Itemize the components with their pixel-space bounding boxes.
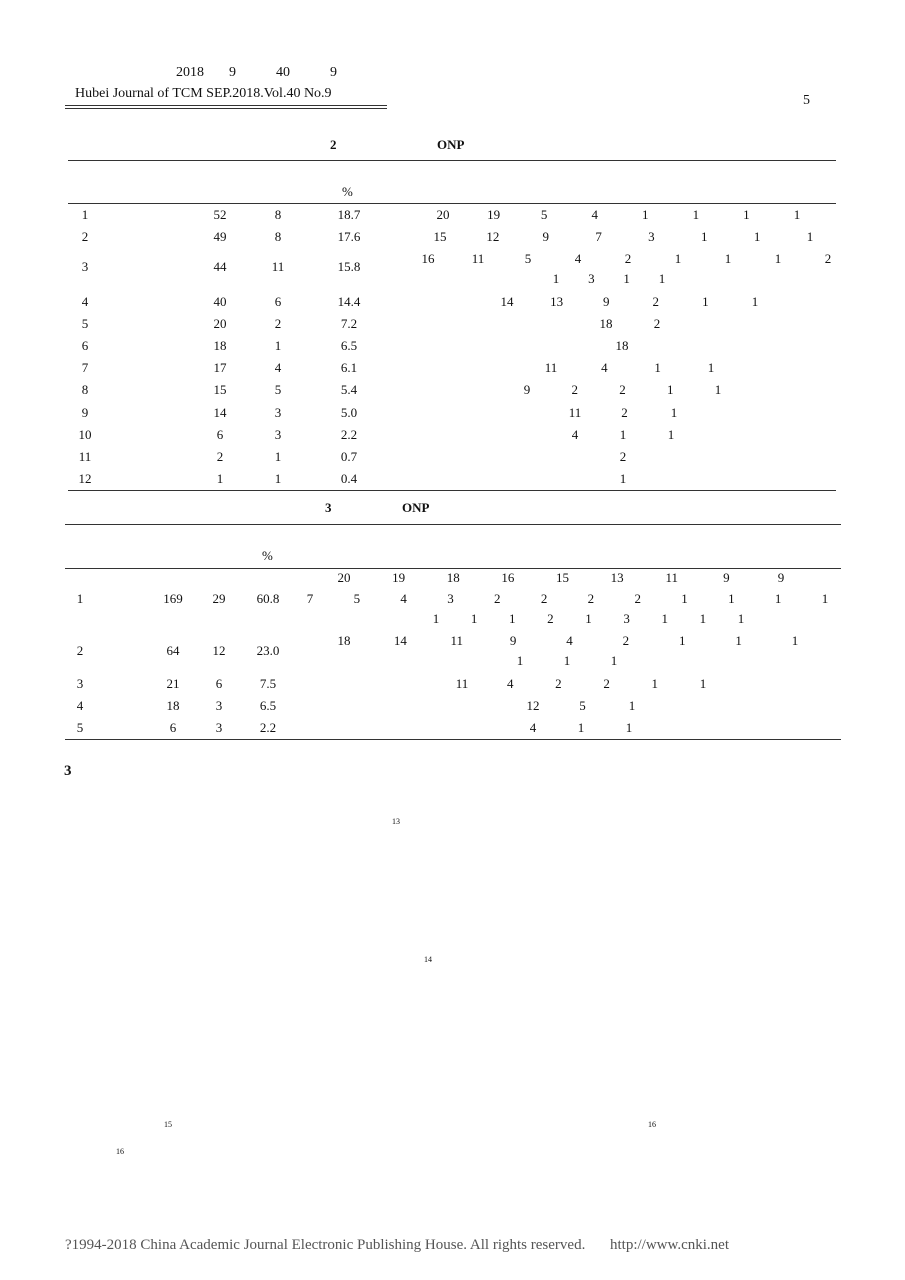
cell-value: 9 xyxy=(523,382,531,397)
cell-value: 18 xyxy=(337,633,351,648)
row-index: 12 xyxy=(78,471,92,486)
cell-value: 2 xyxy=(634,591,641,606)
cell-count: 2 xyxy=(216,449,224,464)
cell-value: 2 xyxy=(621,405,628,420)
cell-value: 11 xyxy=(544,360,558,375)
cell-value: 20 xyxy=(337,570,351,585)
header-rule-2 xyxy=(65,108,387,109)
cell-value: 1 xyxy=(806,229,814,244)
cell-value: 1 xyxy=(751,294,759,309)
cell-count: 6 xyxy=(216,427,224,442)
cell-value: 7 xyxy=(306,591,314,606)
cell-value: 2 xyxy=(653,316,661,331)
cell-count-b: 6 xyxy=(215,676,223,691)
cell-value: 9 xyxy=(723,570,730,585)
page-number: 5 xyxy=(803,93,810,108)
cell-value: 2 xyxy=(652,294,660,309)
cell-value: 9 xyxy=(509,633,517,648)
cell-value: 2 xyxy=(571,382,578,397)
citation-14: 14 xyxy=(424,955,432,964)
cell-value: 1 xyxy=(642,207,649,222)
cell-count-b: 5 xyxy=(274,382,282,397)
row-index: 7 xyxy=(81,360,89,375)
cell-value: 1 xyxy=(702,294,709,309)
cell-percent: 0.4 xyxy=(340,471,358,486)
cell-value: 1 xyxy=(737,611,745,626)
row-index: 8 xyxy=(81,382,89,397)
cell-value: 5 xyxy=(579,698,586,713)
cell-percent: 7.2 xyxy=(340,316,358,331)
row-index: 5 xyxy=(81,316,89,331)
cell-value: 11 xyxy=(455,676,469,691)
cell-value: 4 xyxy=(529,720,537,735)
cell-value: 1 xyxy=(774,591,782,606)
cell-count-b: 8 xyxy=(274,207,282,222)
cell-value: 1 xyxy=(619,427,627,442)
cell-count: 18 xyxy=(166,698,180,713)
cell-value: 1 xyxy=(654,360,661,375)
cell-value: 15 xyxy=(433,229,447,244)
cell-percent: 7.5 xyxy=(259,676,277,691)
cell-percent: 0.7 xyxy=(340,449,358,464)
cell-value: 18 xyxy=(615,338,629,353)
cell-count: 1 xyxy=(216,471,224,486)
row-index: 3 xyxy=(76,676,84,691)
cell-value: 7 xyxy=(595,229,602,244)
cell-value: 4 xyxy=(400,591,407,606)
cell-count: 15 xyxy=(213,382,227,397)
cell-value: 1 xyxy=(670,405,678,420)
cell-value: 2 xyxy=(555,676,562,691)
cell-value: 12 xyxy=(526,698,540,713)
cell-count: 49 xyxy=(213,229,227,244)
cell-value: 3 xyxy=(588,271,595,286)
cell-count-b: 3 xyxy=(215,720,223,735)
cell-value: 2 xyxy=(494,591,501,606)
table-2-percent-header: % xyxy=(342,184,353,199)
cell-value: 1 xyxy=(699,611,707,626)
cell-count-b: 29 xyxy=(212,591,226,606)
cell-value: 5 xyxy=(524,251,532,266)
cell-count: 18 xyxy=(213,338,227,353)
cell-value: 19 xyxy=(392,570,406,585)
cell-value: 14 xyxy=(500,294,514,309)
cell-value: 1 xyxy=(707,360,715,375)
cell-percent: 14.4 xyxy=(337,294,361,309)
cell-value: 1 xyxy=(699,676,707,691)
cell-count-b: 1 xyxy=(274,338,282,353)
table-3-number: 3 xyxy=(325,500,332,515)
cell-value: 1 xyxy=(651,676,659,691)
cell-value: 9 xyxy=(542,229,549,244)
citation-16-b: 16 xyxy=(116,1147,124,1156)
row-index: 2 xyxy=(81,229,89,244)
cell-percent: 5.4 xyxy=(340,382,358,397)
cell-count: 14 xyxy=(213,405,227,420)
copyright-notice: ?1994-2018 China Academic Journal Electronic Publishing House. All rights reserved. xyxy=(65,1237,586,1253)
cell-value: 1 xyxy=(509,611,516,626)
cell-count-b: 2 xyxy=(274,316,282,331)
cell-count: 20 xyxy=(213,316,227,331)
cell-value: 1 xyxy=(821,591,829,606)
header-rule xyxy=(65,105,387,106)
cell-percent: 17.6 xyxy=(337,229,361,244)
cell-value: 14 xyxy=(393,633,407,648)
cell-count-b: 6 xyxy=(274,294,282,309)
cell-value: 1 xyxy=(658,271,666,286)
cell-value: 1 xyxy=(791,633,799,648)
cell-percent: 5.0 xyxy=(340,405,358,420)
cell-count: 17 xyxy=(213,360,227,375)
cell-value: 1 xyxy=(610,653,618,668)
table-3-header-rule xyxy=(65,568,841,569)
section-heading-number: 3 xyxy=(64,763,72,779)
cell-value: 3 xyxy=(447,591,454,606)
header-volume: 40 xyxy=(276,65,290,80)
cell-value: 2 xyxy=(622,633,630,648)
row-index: 2 xyxy=(76,643,84,658)
cell-value: 1 xyxy=(774,251,782,266)
cell-value: 9 xyxy=(777,570,785,585)
cell-value: 11 xyxy=(450,633,464,648)
cell-value: 2 xyxy=(540,591,548,606)
cell-value: 3 xyxy=(648,229,655,244)
cell-value: 4 xyxy=(566,633,573,648)
cnki-link[interactable]: http://www.cnki.net xyxy=(610,1237,730,1253)
cell-percent: 2.2 xyxy=(259,720,277,735)
row-index: 1 xyxy=(81,207,89,222)
cell-value: 12 xyxy=(486,229,500,244)
cell-value: 2 xyxy=(587,591,595,606)
cell-value: 1 xyxy=(563,653,571,668)
table-3-percent-header: % xyxy=(262,548,273,563)
cell-percent: 23.0 xyxy=(256,643,280,658)
cell-count: 169 xyxy=(163,591,183,606)
cell-percent: 6.5 xyxy=(259,698,277,713)
cell-value: 4 xyxy=(571,427,579,442)
cell-value: 2 xyxy=(619,382,626,397)
citation-15: 15 xyxy=(164,1120,172,1129)
row-index: 9 xyxy=(81,405,89,420)
cell-value: 2 xyxy=(624,251,632,266)
cell-value: 1 xyxy=(552,271,560,286)
cell-value: 11 xyxy=(568,405,582,420)
table-2-top-rule xyxy=(68,160,836,161)
cell-count: 64 xyxy=(166,643,180,658)
cell-value: 1 xyxy=(753,229,761,244)
cell-count-b: 3 xyxy=(274,427,282,442)
cell-value: 1 xyxy=(667,382,674,397)
journal-title: Hubei Journal of TCM SEP.2018.Vol.40 No.9 xyxy=(75,86,332,101)
cell-value: 1 xyxy=(714,382,722,397)
cell-value: 19 xyxy=(487,207,501,222)
cell-value: 2 xyxy=(619,449,627,464)
cell-value: 9 xyxy=(602,294,610,309)
cell-value: 1 xyxy=(470,611,478,626)
row-index: 10 xyxy=(78,427,92,442)
cell-value: 1 xyxy=(628,698,636,713)
row-index: 4 xyxy=(76,698,84,713)
cell-percent: 18.7 xyxy=(337,207,361,222)
cell-value: 16 xyxy=(421,251,435,266)
cell-count: 21 xyxy=(166,676,180,691)
cell-count: 6 xyxy=(169,720,177,735)
cell-value: 5 xyxy=(353,591,361,606)
cell-value: 1 xyxy=(577,720,585,735)
cell-value: 1 xyxy=(674,251,682,266)
cell-value: 1 xyxy=(625,720,633,735)
cell-value: 4 xyxy=(574,251,582,266)
cell-value: 11 xyxy=(471,251,485,266)
cell-value: 5 xyxy=(540,207,548,222)
cell-value: 1 xyxy=(679,633,686,648)
cell-count-b: 3 xyxy=(274,405,282,420)
citation-16: 16 xyxy=(648,1120,656,1129)
cell-value: 13 xyxy=(550,294,564,309)
cell-value: 2 xyxy=(603,676,610,691)
row-index: 5 xyxy=(76,720,84,735)
table-2-header-rule xyxy=(68,203,836,204)
cell-count-b: 3 xyxy=(215,698,223,713)
header-issue: 9 xyxy=(330,65,337,80)
table-3-title: ONP xyxy=(402,500,430,515)
cell-count-b: 1 xyxy=(274,471,282,486)
cell-value: 1 xyxy=(692,207,700,222)
cell-value: 1 xyxy=(735,633,742,648)
cell-percent: 6.5 xyxy=(340,338,358,353)
row-index: 3 xyxy=(81,259,89,274)
cell-value: 1 xyxy=(516,653,524,668)
cell-value: 2 xyxy=(824,251,832,266)
cell-count-b: 8 xyxy=(274,229,282,244)
cell-count-b: 1 xyxy=(274,449,282,464)
cell-value: 1 xyxy=(585,611,592,626)
cell-value: 4 xyxy=(601,360,608,375)
cell-value: 2 xyxy=(547,611,554,626)
cell-value: 16 xyxy=(501,570,515,585)
table-2-number: 2 xyxy=(330,137,337,152)
cell-count: 44 xyxy=(213,259,227,274)
row-index: 11 xyxy=(78,449,92,464)
cell-value: 15 xyxy=(556,570,569,585)
cell-percent: 6.1 xyxy=(340,360,358,375)
cell-value: 11 xyxy=(665,570,679,585)
cell-value: 1 xyxy=(661,611,668,626)
cell-value: 1 xyxy=(619,471,627,486)
cell-value: 1 xyxy=(667,427,675,442)
cell-count-b: 4 xyxy=(274,360,282,375)
header-month: 9 xyxy=(229,65,236,80)
cell-value: 1 xyxy=(793,207,801,222)
table-2-title: ONP xyxy=(437,137,465,152)
table-3-bottom-rule xyxy=(65,739,841,740)
cell-value: 13 xyxy=(610,570,624,585)
row-index: 1 xyxy=(76,591,84,606)
cell-count: 52 xyxy=(213,207,227,222)
cell-value: 1 xyxy=(724,251,732,266)
row-index: 6 xyxy=(81,338,89,353)
cell-count: 40 xyxy=(213,294,227,309)
cell-percent: 15.8 xyxy=(337,259,361,274)
cell-value: 1 xyxy=(701,229,708,244)
cell-value: 1 xyxy=(728,591,735,606)
cell-count-b: 11 xyxy=(271,259,285,274)
row-index: 4 xyxy=(81,294,89,309)
citation-13: 13 xyxy=(392,817,400,826)
header-year: 2018 xyxy=(176,65,204,80)
cell-value: 4 xyxy=(506,676,514,691)
cell-percent: 2.2 xyxy=(340,427,358,442)
cell-value: 4 xyxy=(591,207,598,222)
cell-value: 3 xyxy=(623,611,630,626)
table-3-top-rule xyxy=(65,524,841,525)
cell-percent: 60.8 xyxy=(256,591,280,606)
cell-count-b: 12 xyxy=(212,643,226,658)
cell-value: 1 xyxy=(432,611,440,626)
table-2-bottom-rule xyxy=(68,490,836,491)
cell-value: 18 xyxy=(446,570,460,585)
cell-value: 1 xyxy=(743,207,750,222)
cell-value: 1 xyxy=(681,591,688,606)
cell-value: 20 xyxy=(436,207,450,222)
cell-value: 18 xyxy=(599,316,613,331)
cell-value: 1 xyxy=(623,271,630,286)
